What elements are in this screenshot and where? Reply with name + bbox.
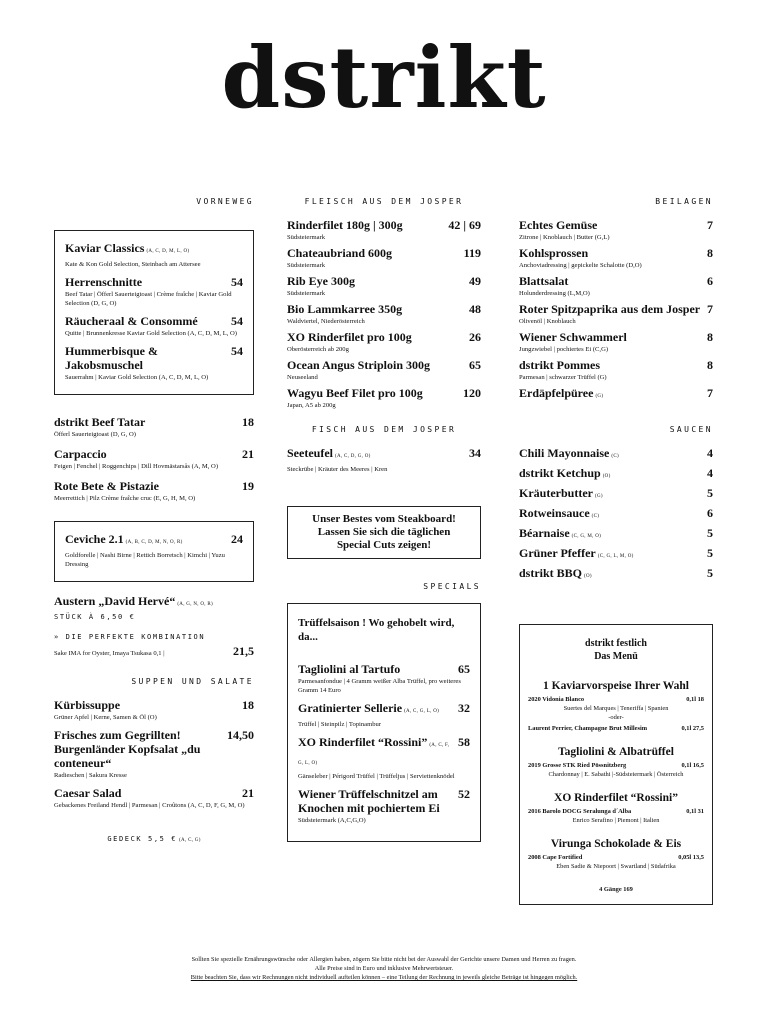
kaviar-box <box>54 230 254 395</box>
steakboard-box <box>287 506 481 559</box>
item-name: Blattsalat <box>519 274 569 288</box>
specials-box <box>287 603 481 842</box>
item-price: 54 <box>231 344 243 358</box>
item-description: Südsteiermark (A,C,G,O) <box>298 817 366 824</box>
ceviche-box <box>54 521 254 582</box>
wine-label: 2019 Grosse STK Ried Pössnitzberg <box>528 762 627 769</box>
menu-item <box>65 344 243 382</box>
menu-item <box>54 728 254 780</box>
item-name: Ceviche 2.1 <box>65 532 124 546</box>
item-price: 24 <box>231 532 243 546</box>
item-unit-price: STÜCK À 6,50 € <box>54 613 136 621</box>
item-price: 48 <box>469 302 481 316</box>
wine-origin: Suertes del Marques | Teneriffa | Spanien <box>563 705 669 712</box>
item-name: Rote Bete & Pistazie <box>54 479 159 493</box>
item-price: 8 <box>707 246 713 260</box>
wine-origin: Enrico Serafino | Piemont | Italien <box>572 817 660 824</box>
item-price: 4 <box>707 446 713 460</box>
menu-item <box>65 241 243 269</box>
allergen-codes: (O) <box>602 474 611 479</box>
column-vorneweg <box>54 196 254 846</box>
item-description: Beef Tatar | Öfferl Sauerteigtoast | Crème fraîche | Kaviar Gold Selection (D, G, O) <box>65 291 232 307</box>
item-price: 6 <box>707 506 713 520</box>
menu-item <box>65 314 243 338</box>
allergen-codes: (A, G, N, O, R) <box>177 602 213 607</box>
steakboard-text: Unser Bestes vom Steakboard! Lassen Sie sich die täglichen Special Cuts zeigen! <box>312 513 456 551</box>
item-description: Anchoviadressing | gepickelte Schalotte (D,O) <box>519 262 642 269</box>
item-price: 8 <box>707 330 713 344</box>
item-name: dstrikt BBQ <box>519 566 583 580</box>
menu-item <box>287 446 481 474</box>
allergen-codes: (G) <box>595 394 604 399</box>
item-description: Quitte | Brunnenkresse Kaviar Gold Selection (A, C, D, M, L, O) <box>65 330 237 337</box>
menu-item <box>54 479 254 503</box>
menu-item <box>519 274 713 298</box>
column-beilagen <box>519 196 713 905</box>
item-description: Öfferl Sauerteigtoast (D, G, O) <box>54 431 136 438</box>
item-name: Herrenschnitte <box>65 275 143 289</box>
menu-subtitle: Das Menü <box>594 651 638 662</box>
menu-item <box>54 447 254 471</box>
wine-label: 2016 Barolo DOCG Seralunga d´Alba <box>528 808 632 815</box>
item-name: Ocean Angus Striploin 300g <box>287 358 431 372</box>
restaurant-logo: dstrikt <box>221 28 547 127</box>
item-description: Kate & Kon Gold Selection, Steinbach am Attersee <box>65 261 201 268</box>
wine-pairing <box>528 695 704 704</box>
allergen-codes: (C, G, M, O) <box>571 534 602 539</box>
menu-item <box>519 330 713 354</box>
column-fleisch <box>287 196 481 842</box>
menu-item <box>298 735 470 781</box>
item-description: Neuseeland <box>287 374 318 381</box>
item-name: Echtes Gemüse <box>519 218 598 232</box>
item-name: Chili Mayonnaise <box>519 446 610 460</box>
item-price: 18 <box>242 415 254 429</box>
wine-pairing <box>528 807 704 816</box>
section-title-saucen: SAUCEN <box>669 425 713 434</box>
item-name: Erdäpfelpüree <box>519 386 594 400</box>
item-description: Steckrübe | Kräuter des Meeres | Kren <box>287 466 388 473</box>
menu-item <box>519 358 713 382</box>
allergen-codes: (G) <box>594 494 603 499</box>
sauce-item <box>519 466 713 484</box>
item-description: Parmesan | schwarzer Trüffel (G) <box>519 374 607 381</box>
item-name: Frisches zum Gegrillten! Burgenländer Kopfsalat „du conteneur“ <box>54 728 201 770</box>
item-name: Räucheraal & Consommé <box>65 314 198 328</box>
allergen-codes: (A, C, D, M, L, O) <box>146 249 190 254</box>
item-name: Kürbissuppe <box>54 698 121 712</box>
item-description: Olivenöl | Knoblauch <box>519 318 576 325</box>
item-price: 52 <box>458 787 470 801</box>
wine-price: 0,1l 18 <box>686 696 704 703</box>
item-name: Tagliolini al Tartufo <box>298 662 401 676</box>
item-description: Oberösterreich ab 200g <box>287 346 349 353</box>
wine-alternative: -oder- <box>608 714 624 721</box>
item-description: Gänseleber | Périgord Trüffel | Trüffeljus | Serviettenknödel <box>298 773 455 780</box>
item-price: 7 <box>707 218 713 232</box>
sauce-item <box>519 446 713 464</box>
item-name: Roter Spitzpaprika aus dem Josper <box>519 302 701 316</box>
item-name: Wiener Schwammerl <box>519 330 627 344</box>
item-name: Rib Eye 300g <box>287 274 356 288</box>
item-description: Zitrone | Knoblauch | Butter (G,L) <box>519 234 610 241</box>
item-price: 18 <box>242 698 254 712</box>
allergen-codes: (C) <box>591 514 600 519</box>
item-price: 5 <box>707 526 713 540</box>
item-description: Grüner Apfel | Kerne, Samen & Öl (O) <box>54 714 157 721</box>
item-name: Wiener Trüffelschnitzel am Knochen mit pochiertem Ei <box>298 787 440 815</box>
item-name: XO Rinderfilet “Rossini” <box>298 735 428 749</box>
item-description: Sake IMA for Oyster, Imaya Tsukasa 0,1 | <box>54 650 165 657</box>
item-price: 21 <box>242 447 254 461</box>
menu-item <box>54 698 254 722</box>
menu-item <box>298 701 470 729</box>
item-description: Südsteiermark <box>287 290 326 297</box>
item-price: 49 <box>469 274 481 288</box>
menu-item <box>298 787 470 825</box>
austern-item <box>54 594 254 622</box>
allergen-codes: (O) <box>584 574 592 579</box>
sauce-item <box>519 486 713 504</box>
wine-price: 0,1l 31 <box>686 808 704 815</box>
allergen-codes: (A, B, C, D, M, N, O, R) <box>125 540 183 545</box>
wine-pairing <box>528 761 704 770</box>
item-description: Trüffel | Steinpilz | Topinambur <box>298 721 382 728</box>
section-title-vorneweg: VORNEWEG <box>196 197 254 206</box>
festive-menu-box <box>519 624 713 905</box>
menu-item <box>65 532 243 569</box>
item-price: 21,5 <box>233 644 254 658</box>
gedeck-note <box>54 828 254 846</box>
item-price: 5 <box>707 566 713 580</box>
item-price: 65 <box>458 662 470 676</box>
item-price: 6 <box>707 274 713 288</box>
menu-item <box>287 386 481 410</box>
menu-item <box>519 386 713 404</box>
menu-item <box>65 275 243 308</box>
menu-item <box>287 358 481 382</box>
item-description: Waldviertel, Niederösterreich <box>287 318 365 325</box>
footer-allergy-note: Sollten Sie spezielle Ernährungswünsche oder Allergien haben, zögern Sie bitte nicht bei der Auswahl der Gerichte unsere Damen und Herren zu fragen. <box>191 956 577 963</box>
menu-item <box>519 302 713 326</box>
item-description: Parmesanfondue | 4 Gramm weißer Alba Trüffel, pro weiteres Gramm 14 Euro <box>298 678 461 694</box>
specials-headline: Trüffelsaison ! Wo gehobelt wird, da... <box>298 617 455 643</box>
wine-pairing <box>528 853 704 862</box>
section-title-fleisch: FLEISCH AUS DEM JOSPER <box>304 197 464 206</box>
item-price: 7 <box>707 302 713 316</box>
item-description: Gebackenes Freiland Hendl | Parmesan | Croûtons (A, C, D, F, G, M, O) <box>54 802 245 809</box>
section-title-suppen: SUPPEN UND SALATE <box>131 677 254 686</box>
item-price: 120 <box>463 386 481 400</box>
item-name: Kohlsprossen <box>519 246 589 260</box>
item-price: 4 <box>707 466 713 480</box>
item-description: Südsteiermark <box>287 234 326 241</box>
item-name: dstrikt Ketchup <box>519 466 601 480</box>
item-price: 7 <box>707 386 713 400</box>
wine-price: 0,1l 27,5 <box>681 725 704 732</box>
menu-item <box>287 218 481 242</box>
menu-item <box>54 786 254 810</box>
item-price: 5 <box>707 486 713 500</box>
item-name: Chateaubriand 600g <box>287 246 393 260</box>
wine-label: 2020 Vidonia Blanco <box>528 696 585 703</box>
allergen-codes: (A, C, D, G, O) <box>334 454 371 459</box>
wine-price: 0,05l 13,5 <box>678 854 704 861</box>
footer-price-note: Alle Preise sind in Euro und inklusive Mehrwertsteuer. <box>314 965 454 972</box>
allergen-codes: (C, G, L, M, O) <box>597 554 634 559</box>
item-price: 19 <box>242 479 254 493</box>
allergen-codes: (A, C, G, L, O) <box>404 709 440 714</box>
wine-origin: Chardonnay | E. Sabathi |-Südsteiermark | Österreich <box>548 771 684 778</box>
allergen-codes: (A, C, F, G, L, O) <box>298 743 450 766</box>
menu-item <box>287 246 481 270</box>
wine-label: 2008 Cape Fortified <box>528 854 583 861</box>
item-price: 119 <box>463 246 481 260</box>
item-price: 65 <box>469 358 481 372</box>
wine-price: 0,1l 16,5 <box>681 762 704 769</box>
course-name: Virunga Schokolade & Eis <box>550 838 682 850</box>
wine-label: Laurent Perrier, Champagne Brut Millesim <box>528 725 648 732</box>
item-price: 42 | 69 <box>448 218 481 232</box>
item-name: Rotweinsauce <box>519 506 590 520</box>
sauce-item <box>519 566 713 584</box>
section-title-specials: SPECIALS <box>423 582 481 591</box>
item-name: Bio Lammkarree 350g <box>287 302 403 316</box>
item-description: Feigen | Fenchel | Roggenchips | Dill Hovmästarsås (A, M, O) <box>54 463 219 470</box>
menu-item <box>519 246 713 270</box>
item-name: XO Rinderfilet pro 100g <box>287 330 412 344</box>
footer-notes <box>0 955 768 982</box>
item-price: 34 <box>469 446 481 460</box>
item-description: Jungzwiebel | pochiertes Ei (C,G) <box>519 346 609 353</box>
item-price: 54 <box>231 275 243 289</box>
item-name: Seeteufel <box>287 446 333 460</box>
item-name: Béarnaise <box>519 526 570 540</box>
item-name: Wagyu Beef Filet pro 100g <box>287 386 423 400</box>
kombination-label: » DIE PERFEKTE KOMBINATION <box>54 633 206 641</box>
item-name: Carpaccio <box>54 447 107 461</box>
menu-title: dstrikt festlich <box>585 638 647 649</box>
item-name: dstrikt Pommes <box>519 358 600 372</box>
item-description: Holunderdressing (L,M,O) <box>519 290 590 297</box>
item-price: 21 <box>242 786 254 800</box>
kombination-item <box>54 632 254 658</box>
allergen-codes: (C) <box>611 454 619 459</box>
item-price: 58 <box>458 735 470 749</box>
wine-pairing <box>528 724 704 733</box>
item-price: 14,50 <box>227 728 254 742</box>
menu-total: 4 Gänge 169 <box>599 886 633 893</box>
course-name: Tagliolini & Albatrüffel <box>558 746 674 758</box>
menu-item <box>54 415 254 439</box>
menu-item <box>287 274 481 298</box>
menu-item <box>287 302 481 326</box>
sauce-item <box>519 506 713 524</box>
menu-item <box>519 218 713 242</box>
section-title-fisch: FISCH AUS DEM JOSPER <box>311 425 457 434</box>
item-description: Goldforelle | Nashi Birne | Rettich Borretsch | Kimchi | Yuzu Dressing <box>65 552 225 568</box>
wine-origin: Eben Sadie & Niepoort | Swartland | Südafrika <box>556 863 676 870</box>
item-description: Südsteiermark <box>287 262 326 269</box>
item-price: 54 <box>231 314 243 328</box>
item-name: Gratinierter Sellerie <box>298 701 403 715</box>
item-name: Grüner Pfeffer <box>519 546 596 560</box>
item-price: 32 <box>458 701 470 715</box>
item-description: Meerrettich | Pilz Crème fraîche cruc (E, G, H, M, O) <box>54 495 196 502</box>
item-name: Rinderfilet 180g | 300g <box>287 218 403 232</box>
gedeck-label: GEDECK 5,5 € <box>107 835 178 843</box>
item-name: Austern „David Hervé“ <box>54 594 176 608</box>
item-description: Sauerrahm | Kaviar Gold Selection (A, C, D, M, L, O) <box>65 374 209 381</box>
course-name: XO Rinderfilet “Rossini” <box>554 792 678 804</box>
menu-item <box>298 662 470 695</box>
item-name: Kräuterbutter <box>519 486 593 500</box>
sauce-item <box>519 526 713 544</box>
item-description: Radieschen | Sakura Kresse <box>54 772 127 779</box>
item-name: Kaviar Classics <box>65 241 145 255</box>
footer-bill-note: Bitte beachten Sie, dass wir Rechnungen nicht individuell aufteilen können – eine Teilung der Rechnung in jeweils gleiche Beträge ist hingegen möglich. <box>190 974 578 981</box>
item-price: 5 <box>707 546 713 560</box>
item-name: Caesar Salad <box>54 786 122 800</box>
item-price: 26 <box>469 330 481 344</box>
allergen-codes: (A, C, G) <box>179 838 201 843</box>
item-name: Hummerbisque & Jakobsmuschel <box>65 344 158 372</box>
section-title-beilagen: BEILAGEN <box>655 197 713 206</box>
item-price: 8 <box>707 358 713 372</box>
menu-item <box>287 330 481 354</box>
sauce-item <box>519 546 713 564</box>
course-name: 1 Kaviarvorspeise Ihrer Wahl <box>543 680 689 692</box>
item-name: dstrikt Beef Tatar <box>54 415 146 429</box>
item-description: Japan, A5 ab 200g <box>287 402 336 409</box>
